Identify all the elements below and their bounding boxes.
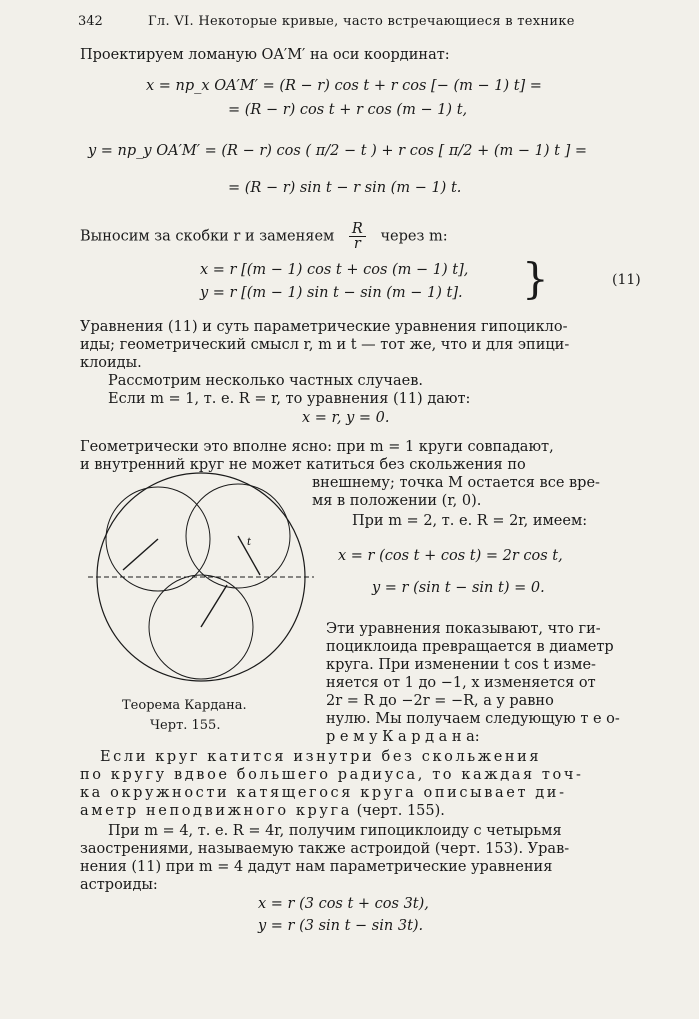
theorem-line: Если круг катится изнутри без скольжения <box>100 749 542 765</box>
formula-m2-x: x = r (cos t + cos t) = 2r cos t, <box>338 548 563 564</box>
paragraph-line: внешнему; точка M остается все вре- <box>312 475 600 491</box>
figure-caption-title: Теорема Кардана. <box>122 698 247 713</box>
theorem-text: аметр неподвижного круга <box>80 803 352 819</box>
cardano-figure <box>86 472 316 682</box>
paragraph-line: и внутренний круг не может катиться без скольжения по <box>80 457 526 473</box>
fraction-R-over-r <box>349 222 366 251</box>
formula-astroid-y: y = r (3 sin t − sin 3t). <box>258 918 424 934</box>
fraction-numerator: R <box>349 222 366 237</box>
paragraph-line: Если m = 1, т. е. R = r, то уравнения (11) дают: <box>108 391 471 407</box>
paragraph-line: астроиды: <box>80 877 158 893</box>
equation-number: (11) <box>612 272 641 288</box>
page-number: 342 <box>78 14 103 29</box>
paragraph-line: Уравнения (11) и суть параметрические уравнения гипоцикло- <box>80 319 568 335</box>
radius-left <box>123 539 158 570</box>
paragraph-line: При m = 4, т. е. R = 4r, получим гипоциклоиду с четырьмя <box>108 823 562 839</box>
theorem-line: ка окружности катящегося круга описывает ди- <box>80 785 567 801</box>
paragraph-line: поциклоида превращается в диаметр <box>326 639 614 655</box>
figure-caption-number: Черт. 155. <box>150 718 221 733</box>
formula-x-result: = (R − r) cos t + r cos (m − 1) t, <box>228 102 468 118</box>
formula-hypocycloid-x: x = r [(m − 1) cos t + cos (m − 1) t], <box>200 262 469 278</box>
formula-hypocycloid-y: y = r [(m − 1) sin t − sin (m − 1) t]. <box>200 285 463 301</box>
paragraph-factor-out <box>80 222 448 251</box>
theorem-line: по кругу вдвое большего радиуса, то каждая точ- <box>80 767 584 783</box>
paragraph-line: р е м у К а р д а н а: <box>326 729 480 745</box>
point-label: t <box>247 537 252 548</box>
paragraph-line: Рассмотрим несколько частных случаев. <box>108 373 423 389</box>
paragraph-line: Геометрически это вполне ясно: при m = 1 круги совпадают, <box>80 439 554 455</box>
paragraph-line: круга. При изменении t cos t изме- <box>326 657 596 673</box>
formula-x-projection: x = пр_x OA′M′ = (R − r) cos t + r cos [− (m − 1) t] = <box>146 78 542 94</box>
theorem-line <box>80 802 663 820</box>
paragraph-line: При m = 2, т. е. R = 2r, имеем: <box>352 513 588 529</box>
text-fragment: через m: <box>380 228 448 245</box>
fraction-denominator: r <box>353 236 361 252</box>
formula-astroid-x: x = r (3 cos t + cos 3t), <box>258 896 429 912</box>
paragraph-projection: Проектируем ломаную OA′M′ на оси координат: <box>80 47 450 63</box>
paragraph-line: клоиды. <box>80 355 142 371</box>
formula-y-result: = (R − r) sin t − r sin (m − 1) t. <box>228 180 462 196</box>
paragraph-line: нулю. Мы получаем следующую т е о- <box>326 711 620 727</box>
text-fragment: Выносим за скобки r и заменяем <box>80 228 335 245</box>
formula-y-projection: y = пр_y OA′M′ = (R − r) cos ( π/2 − t ) + r cos [ π/2 + (m − 1) t ] = <box>88 143 587 159</box>
paragraph-line: иды; геометрический смысл r, m и t — тот же, что и для эпици- <box>80 337 570 353</box>
paragraph-line: няется от 1 до −1, x изменяется от <box>326 675 596 691</box>
right-brace: } <box>522 254 549 303</box>
paragraph-line: мя в положении (r, 0). <box>312 493 482 509</box>
paragraph-line: 2r = R до −2r = −R, а y равно <box>326 693 554 709</box>
paragraph-line: Эти уравнения показывают, что ги- <box>326 621 601 637</box>
paragraph-line: нения (11) при m = 4 дадут нам параметрические уравнения <box>80 859 553 875</box>
formula-m1: x = r, y = 0. <box>302 410 390 426</box>
radius-bottom <box>201 585 227 627</box>
formula-m2-y: y = r (sin t − sin t) = 0. <box>372 580 545 596</box>
paragraph-line: заострениями, называемую также астроидой (черт. 153). Урав- <box>80 841 570 857</box>
chapter-title: Гл. VI. Некоторые кривые, часто встречающиеся в технике <box>148 14 575 29</box>
figure-reference: (черт. 155). <box>356 803 445 819</box>
